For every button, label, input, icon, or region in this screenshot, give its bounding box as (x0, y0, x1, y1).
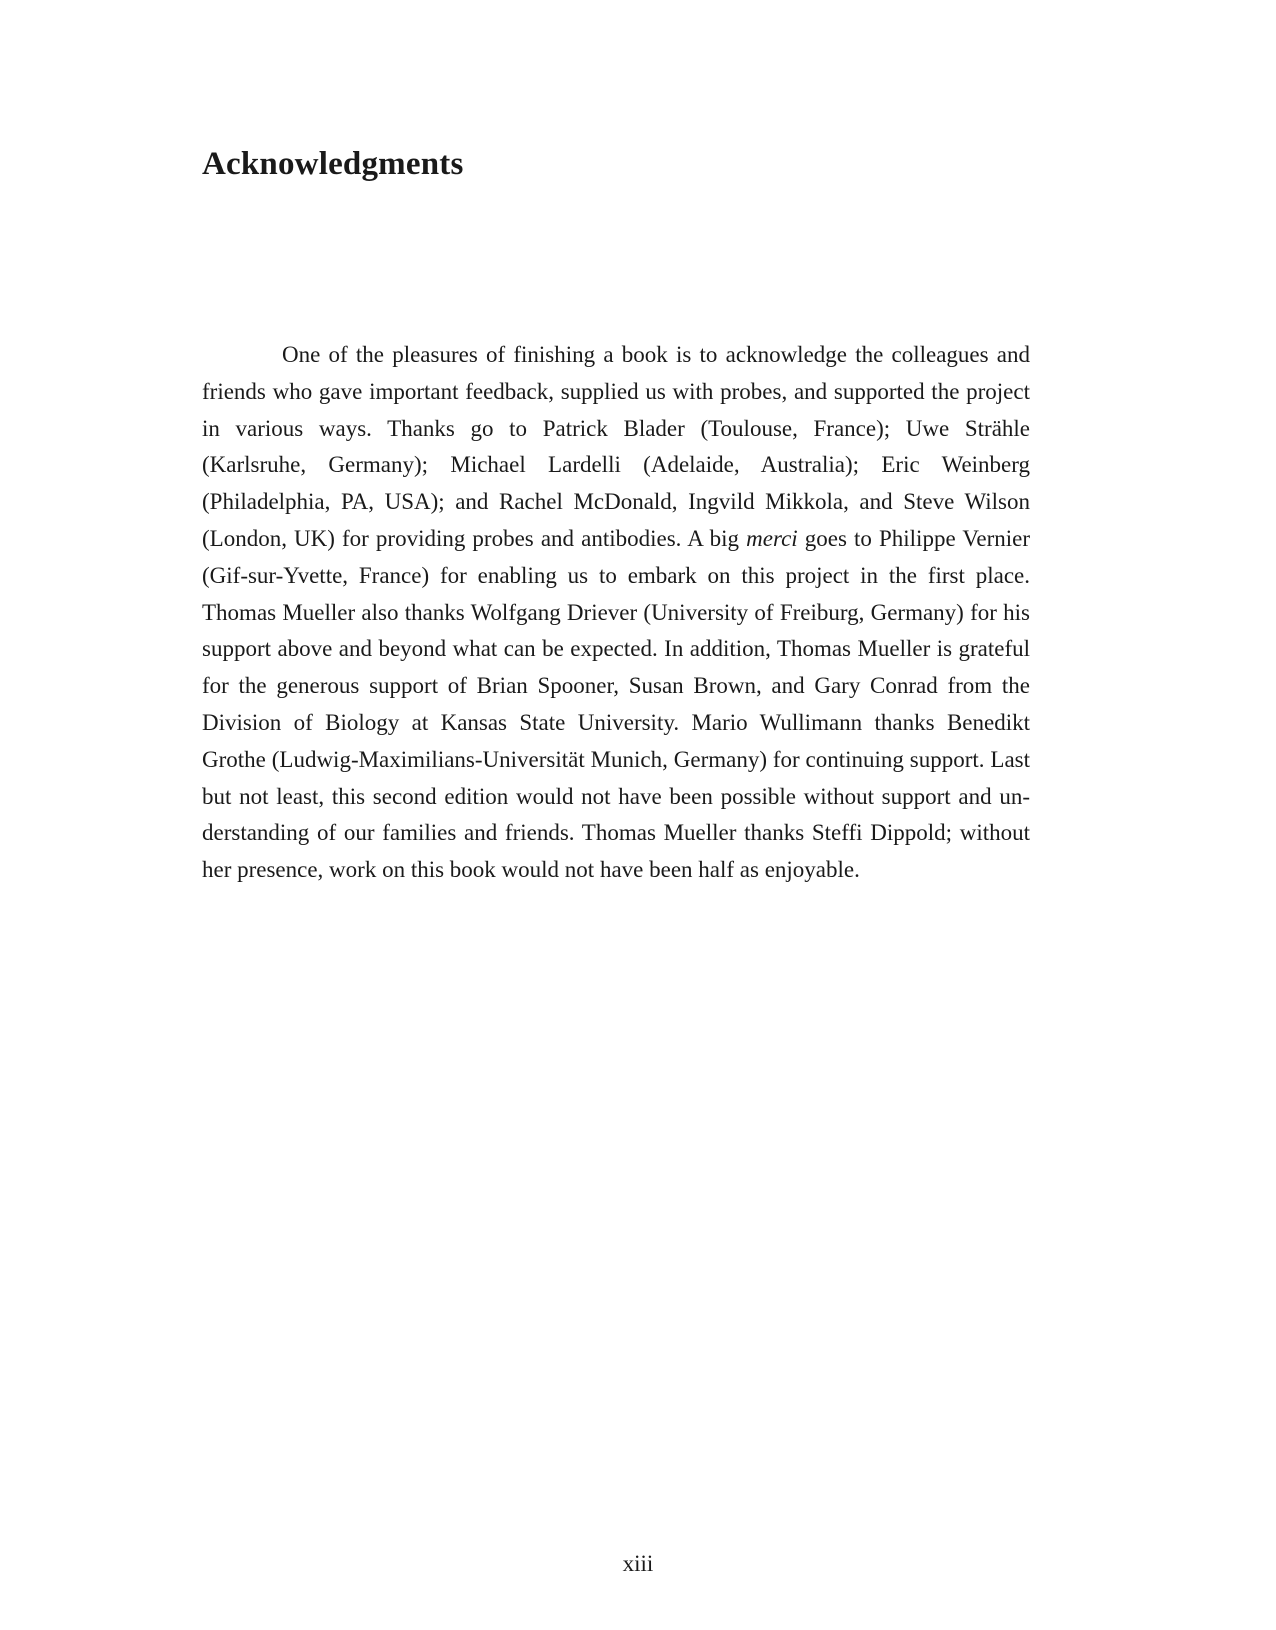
page-number: xiii (622, 1551, 654, 1576)
page-title: Acknowledgments (202, 146, 464, 182)
acknowledgments-paragraph (202, 337, 1030, 889)
paragraph-text-intro: One of the pleasures of finishing a book is to acknowledge the colleagues and friends who gave important feedback, supplied us with probes, and supported the project in various ways. Thanks go to Patrick Blader (Toulouse, France); Uwe Strähle (Karlsruhe, Germany); Michael Lardelli (Adelaide, Australia); Eric Weinberg (Philadelphia, PA, USA); and Rachel McDonald, Ingvild Mikkola, and Steve Wilson (London, UK) for providing probes and antibodies. A big (202, 342, 1030, 551)
paragraph-text-rest: goes to Philippe Vernier (Gif-sur-Yvette, France) for enabling us to embark on this project in the first place. Thomas Mueller also thanks Wolfgang Driever (University of Freiburg, Germany) for his support above and beyond what can be expected. In addition, Thomas Mueller is grateful for the generous support of Brian Spooner, Susan Brown, and Gary Conrad from the Division of Biology at Kansas State University. Mario Wullimann thanks Benedikt Grothe (Ludwig-Maximilians-Universität Munich, Germany) for continuing support. Last but not least, this second edition would not have been possible without support and understanding of our families and friends. Thomas Mueller thanks Steffi Dippold; without her presence, work on this book would not have been half as enjoyable. (202, 525, 1031, 883)
paragraph-emphasis: merci (746, 525, 798, 551)
